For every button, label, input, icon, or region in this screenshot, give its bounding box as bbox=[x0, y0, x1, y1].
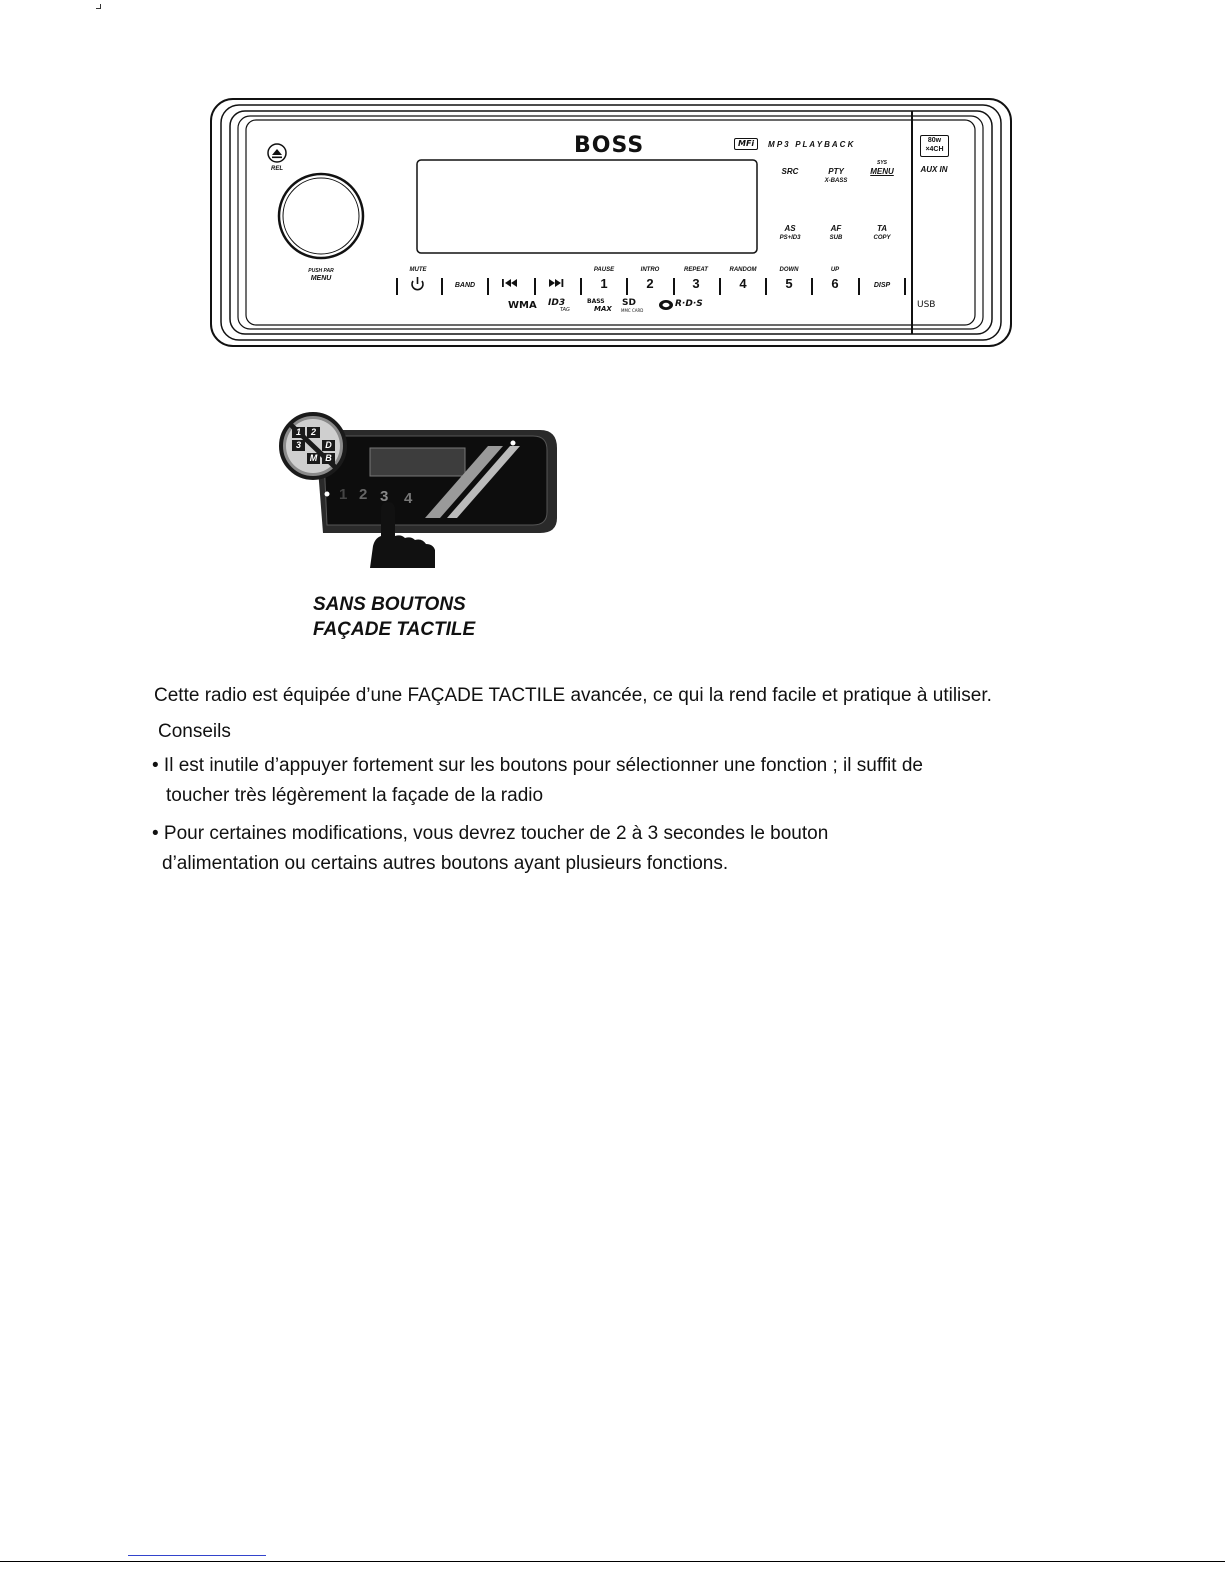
band-button[interactable]: BAND bbox=[454, 282, 476, 289]
tip-1-line-1: • Il est inutile d’appuyer fortement sur les boutons pour sélectionner une fonction ; il suffit de bbox=[152, 755, 923, 776]
prohibited-keypad bbox=[292, 427, 336, 465]
panel-digit: 2 bbox=[359, 486, 368, 503]
button-separator bbox=[487, 278, 489, 295]
keypad-key: 2 bbox=[307, 427, 320, 438]
ta-button[interactable]: TA bbox=[876, 224, 888, 233]
power-badge bbox=[920, 135, 949, 157]
src-button[interactable]: SRC bbox=[781, 167, 799, 176]
knob-label-top: PUSH PAR bbox=[308, 268, 334, 274]
brand-logo: BOSS bbox=[574, 133, 645, 158]
button-separator bbox=[765, 278, 767, 295]
preset-1-button[interactable]: 1 bbox=[600, 276, 608, 291]
sys-label: SYS bbox=[876, 160, 887, 166]
aux-in-label: AUX IN bbox=[920, 165, 948, 174]
id3-tag-label: TAG bbox=[560, 307, 570, 313]
power-badge-bottom: ×4CH bbox=[925, 146, 944, 153]
corner-mark bbox=[96, 4, 101, 9]
mfi-badge: MFi bbox=[734, 138, 758, 150]
random-label: RANDOM bbox=[729, 267, 757, 273]
copy-label: COPY bbox=[873, 235, 891, 241]
preset-4-button[interactable]: 4 bbox=[739, 276, 747, 291]
tips-heading: Conseils bbox=[158, 721, 231, 742]
button-separator bbox=[534, 278, 536, 295]
button-separator bbox=[719, 278, 721, 295]
mute-label: MUTE bbox=[409, 267, 427, 273]
intro-paragraph: Cette radio est équipée d’une FAÇADE TACTILE avancée, ce qui la rend facile et pratique à utiliser. bbox=[154, 685, 992, 706]
af-button[interactable]: AF bbox=[830, 224, 842, 233]
sd-logo: SD bbox=[622, 298, 636, 308]
panel-digit: 4 bbox=[404, 490, 413, 507]
head-unit-illustration bbox=[210, 98, 1012, 348]
button-separator bbox=[673, 278, 675, 295]
panel-digit: 1 bbox=[339, 486, 348, 503]
pause-label: PAUSE bbox=[593, 267, 615, 273]
page-bottom-rule bbox=[0, 1561, 1225, 1562]
button-separator bbox=[904, 278, 906, 295]
preset-2-button[interactable]: 2 bbox=[646, 276, 654, 291]
disp-button[interactable]: DISP bbox=[873, 282, 891, 289]
intro-label: INTRO bbox=[640, 267, 660, 273]
sub-label: SUB bbox=[829, 235, 843, 241]
repeat-label: REPEAT bbox=[684, 267, 708, 273]
preset-6-button[interactable]: 6 bbox=[831, 276, 839, 291]
button-separator bbox=[441, 278, 443, 295]
as-button[interactable]: AS bbox=[784, 224, 796, 233]
keypad-key: B bbox=[322, 453, 335, 464]
preset-3-button[interactable]: 3 bbox=[692, 276, 700, 291]
keypad-key: 3 bbox=[292, 440, 305, 451]
button-separator bbox=[396, 278, 398, 295]
xbass-label: X-BASS bbox=[824, 178, 848, 184]
id3-logo: ID3 bbox=[548, 298, 566, 308]
usb-logo: USB bbox=[917, 300, 936, 310]
menu-button[interactable]: MENU bbox=[870, 167, 894, 176]
wma-logo: WMA bbox=[508, 300, 537, 311]
caption-line-2: FAÇADE TACTILE bbox=[313, 619, 476, 640]
tip-2-line-1: • Pour certaines modifications, vous devrez toucher de 2 à 3 secondes le bouton bbox=[152, 823, 829, 844]
keypad-key: D bbox=[322, 440, 335, 451]
power-badge-top: 80w bbox=[927, 137, 942, 144]
button-separator bbox=[858, 278, 860, 295]
button-separator bbox=[626, 278, 628, 295]
button-separator bbox=[811, 278, 813, 295]
keypad-key: 1 bbox=[292, 427, 305, 438]
preset-5-button[interactable]: 5 bbox=[785, 276, 793, 291]
knob-label-bottom: MENU bbox=[310, 275, 332, 282]
bass-logo: BASS bbox=[587, 298, 605, 305]
keypad-key: M bbox=[307, 453, 320, 464]
touch-panel-illustration bbox=[275, 408, 565, 573]
caption-line-1: SANS BOUTONS bbox=[313, 594, 466, 615]
tip-2-line-2: d’alimentation ou certains autres boutons ayant plusieurs fonctions. bbox=[162, 853, 729, 874]
down-label: DOWN bbox=[779, 267, 799, 273]
tip-1-line-2: toucher très légèrement la façade de la radio bbox=[166, 785, 544, 806]
mp3-playback-label: M P 3 P L A Y B A C K bbox=[768, 140, 854, 149]
footnote-rule bbox=[128, 1555, 266, 1556]
pty-button[interactable]: PTY bbox=[828, 167, 844, 176]
rel-label: REL bbox=[271, 166, 283, 172]
sd-mmc-label: MMC CARD bbox=[621, 308, 644, 313]
panel-digit: 3 bbox=[380, 488, 389, 505]
rds-logo: R·D·S bbox=[675, 299, 703, 309]
up-label: UP bbox=[830, 267, 840, 273]
max-logo: MAX bbox=[594, 305, 612, 313]
ps-id3-label: PS+ID3 bbox=[779, 235, 801, 241]
button-separator bbox=[580, 278, 582, 295]
